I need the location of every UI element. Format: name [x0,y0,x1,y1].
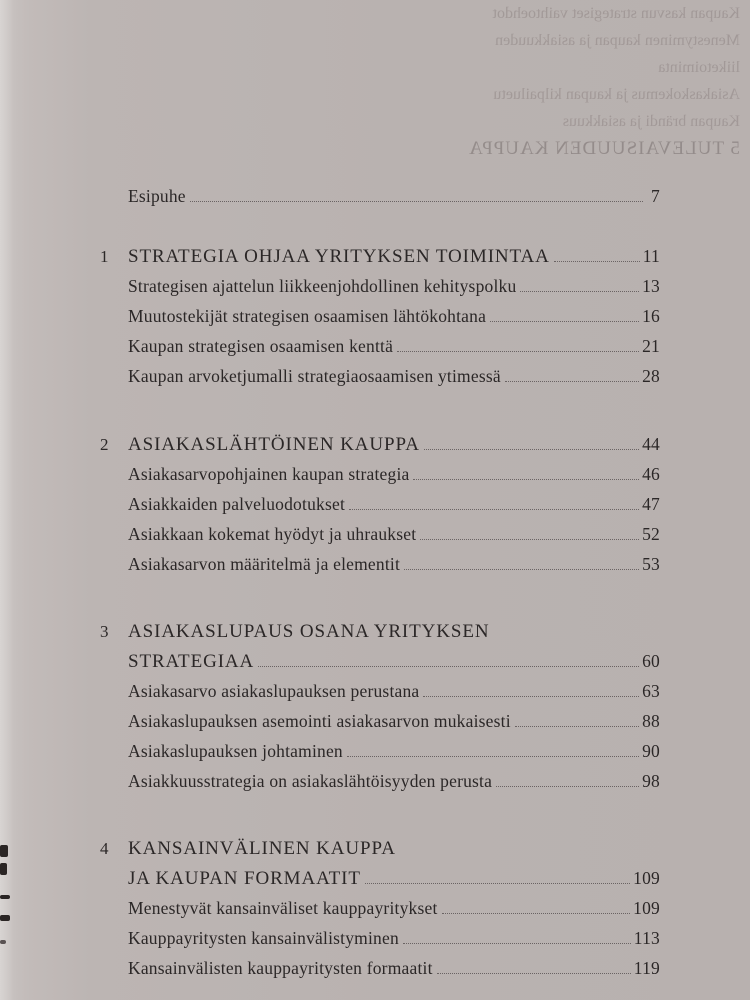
toc-section[interactable] [100,366,660,396]
toc-entry-preface[interactable] [100,186,660,216]
dot-leader [347,756,639,757]
dot-leader [515,726,639,727]
toc-chapter-2 [100,434,660,584]
dot-leader [496,786,639,787]
toc-section[interactable] [100,306,660,336]
chapter-number: 4 [100,839,109,858]
toc-chapter-heading[interactable] [100,246,660,276]
chapter-title-continued: STRATEGIAA [128,651,255,672]
chapter-number: 3 [100,622,109,641]
dot-leader [520,291,639,292]
toc-page-number: 119 [633,958,660,978]
toc-section[interactable] [100,741,660,771]
chapter-title: STRATEGIA OHJAA YRITYKSEN TOIMINTAA [128,246,550,267]
toc-page-number: 44 [642,434,660,454]
toc-page-number: 13 [642,276,660,296]
section-title: Asiakkaiden palveluodotukset [128,494,346,514]
facing-page-glyph [0,915,10,921]
facing-page-glyph [0,863,7,875]
chapter-title: KANSAINVÄLINEN KAUPPA [128,838,396,859]
section-title: Asiakkuusstrategia on asiakaslähtöisyyden perusta [128,771,493,791]
chapter-title-continued: JA KAUPAN FORMAATIT [128,868,361,889]
dot-leader [420,539,639,540]
toc-section[interactable] [100,554,660,584]
section-title: Kauppayritysten kansainvälistyminen [128,928,399,948]
toc-chapter-heading-line-2[interactable] [100,868,660,898]
toc-page-number: 47 [642,494,660,514]
toc-chapter-4 [100,838,660,988]
toc-section[interactable] [100,928,660,958]
chapter-title: ASIAKASLUPAUS OSANA YRITYKSEN [128,621,490,642]
toc-page-number: 63 [642,681,660,701]
toc-section[interactable] [100,681,660,711]
toc-page-number: 46 [642,464,660,484]
dot-leader [403,943,631,944]
toc-page-number: 98 [642,771,660,791]
toc-section[interactable] [100,771,660,801]
toc-page-number: 109 [633,868,660,888]
toc-chapter-3 [100,621,660,801]
dot-leader [349,509,639,510]
dot-leader [258,666,639,667]
bleed-line: 5 TULEVAISUUDEN KAUPPA [468,138,740,159]
dot-leader [437,973,631,974]
chapter-title: ASIAKASLÄHTÖINEN KAUPPA [128,434,420,455]
toc-section[interactable] [100,958,660,988]
section-title: Strategisen ajattelun liikkeenjohdollinen kehityspolku [128,276,517,296]
toc-chapter-heading-line-2[interactable] [100,651,660,681]
toc-section[interactable] [100,464,660,494]
toc-page-number: 113 [633,928,660,948]
section-title: Kansainvälisten kauppayritysten formaatit [128,958,433,978]
toc-chapter-heading-line-1[interactable] [100,838,660,868]
toc-chapter-1 [100,246,660,396]
toc-entry-title: Esipuhe [128,186,186,206]
toc-page-number: 52 [642,524,660,544]
toc-section[interactable] [100,898,660,928]
section-title: Asiakaslupauksen asemointi asiakasarvon mukaisesti [128,711,511,731]
chapter-number: 1 [100,247,109,266]
chapter-number: 2 [100,435,109,454]
toc-section[interactable] [100,494,660,524]
bleed-through-text [300,0,740,180]
toc-section[interactable] [100,276,660,306]
dot-leader [424,449,639,450]
toc-section[interactable] [100,336,660,366]
section-title: Muutostekijät strategisen osaamisen lähtökohtana [128,306,487,326]
toc-page-number: 21 [642,336,660,356]
dot-leader [423,696,639,697]
section-title: Menestyvät kansainväliset kauppayritykset [128,898,438,918]
bleed-line: Kaupan kasvun strategiset vaihtoehdot [492,5,740,22]
section-title: Asiakasarvo asiakaslupauksen perustana [128,681,420,701]
section-title: Asiakasarvon määritelmä ja elementit [128,554,401,574]
dot-leader [365,883,630,884]
dot-leader [490,321,639,322]
toc-page-number: 11 [642,246,660,266]
dot-leader [190,201,643,202]
facing-page-glyph [0,895,10,899]
dot-leader [413,479,639,480]
bleed-line: liiketoiminta [658,59,740,76]
section-title: Kaupan arvoketjumalli strategiaosaamisen ytimessä [128,366,501,386]
section-title: Asiakasarvopohjainen kaupan strategia [128,464,410,484]
toc-chapter-heading-line-1[interactable] [100,621,660,651]
toc-page-number: 28 [642,366,660,386]
toc-page-number: 7 [651,186,660,206]
toc-page-number: 90 [642,741,660,761]
table-of-contents [100,186,660,988]
section-title: Asiakaslupauksen johtaminen [128,741,343,761]
toc-section[interactable] [100,524,660,554]
toc-page-number: 109 [633,898,660,918]
bleed-line: Menestyminen kaupan ja asiakkuuden [495,32,740,49]
facing-page-fragment [0,835,14,985]
toc-page-number: 16 [642,306,660,326]
dot-leader [505,381,639,382]
toc-chapter-heading[interactable] [100,434,660,464]
toc-page-number: 60 [642,651,660,671]
section-title: Asiakkaan kokemat hyödyt ja uhraukset [128,524,417,544]
bleed-line: Asiakaskokemus ja kaupan kilpailuetu [493,86,740,103]
toc-page-number: 88 [642,711,660,731]
dot-leader [404,569,639,570]
toc-section[interactable] [100,711,660,741]
toc-page-number: 53 [642,554,660,574]
dot-leader [397,351,639,352]
facing-page-glyph [0,940,6,944]
dot-leader [554,261,640,262]
dot-leader [442,913,631,914]
facing-page-glyph [0,845,8,857]
bleed-line: Kaupan brändi ja asiakkuus [562,113,740,130]
section-title: Kaupan strategisen osaamisen kenttä [128,336,394,356]
